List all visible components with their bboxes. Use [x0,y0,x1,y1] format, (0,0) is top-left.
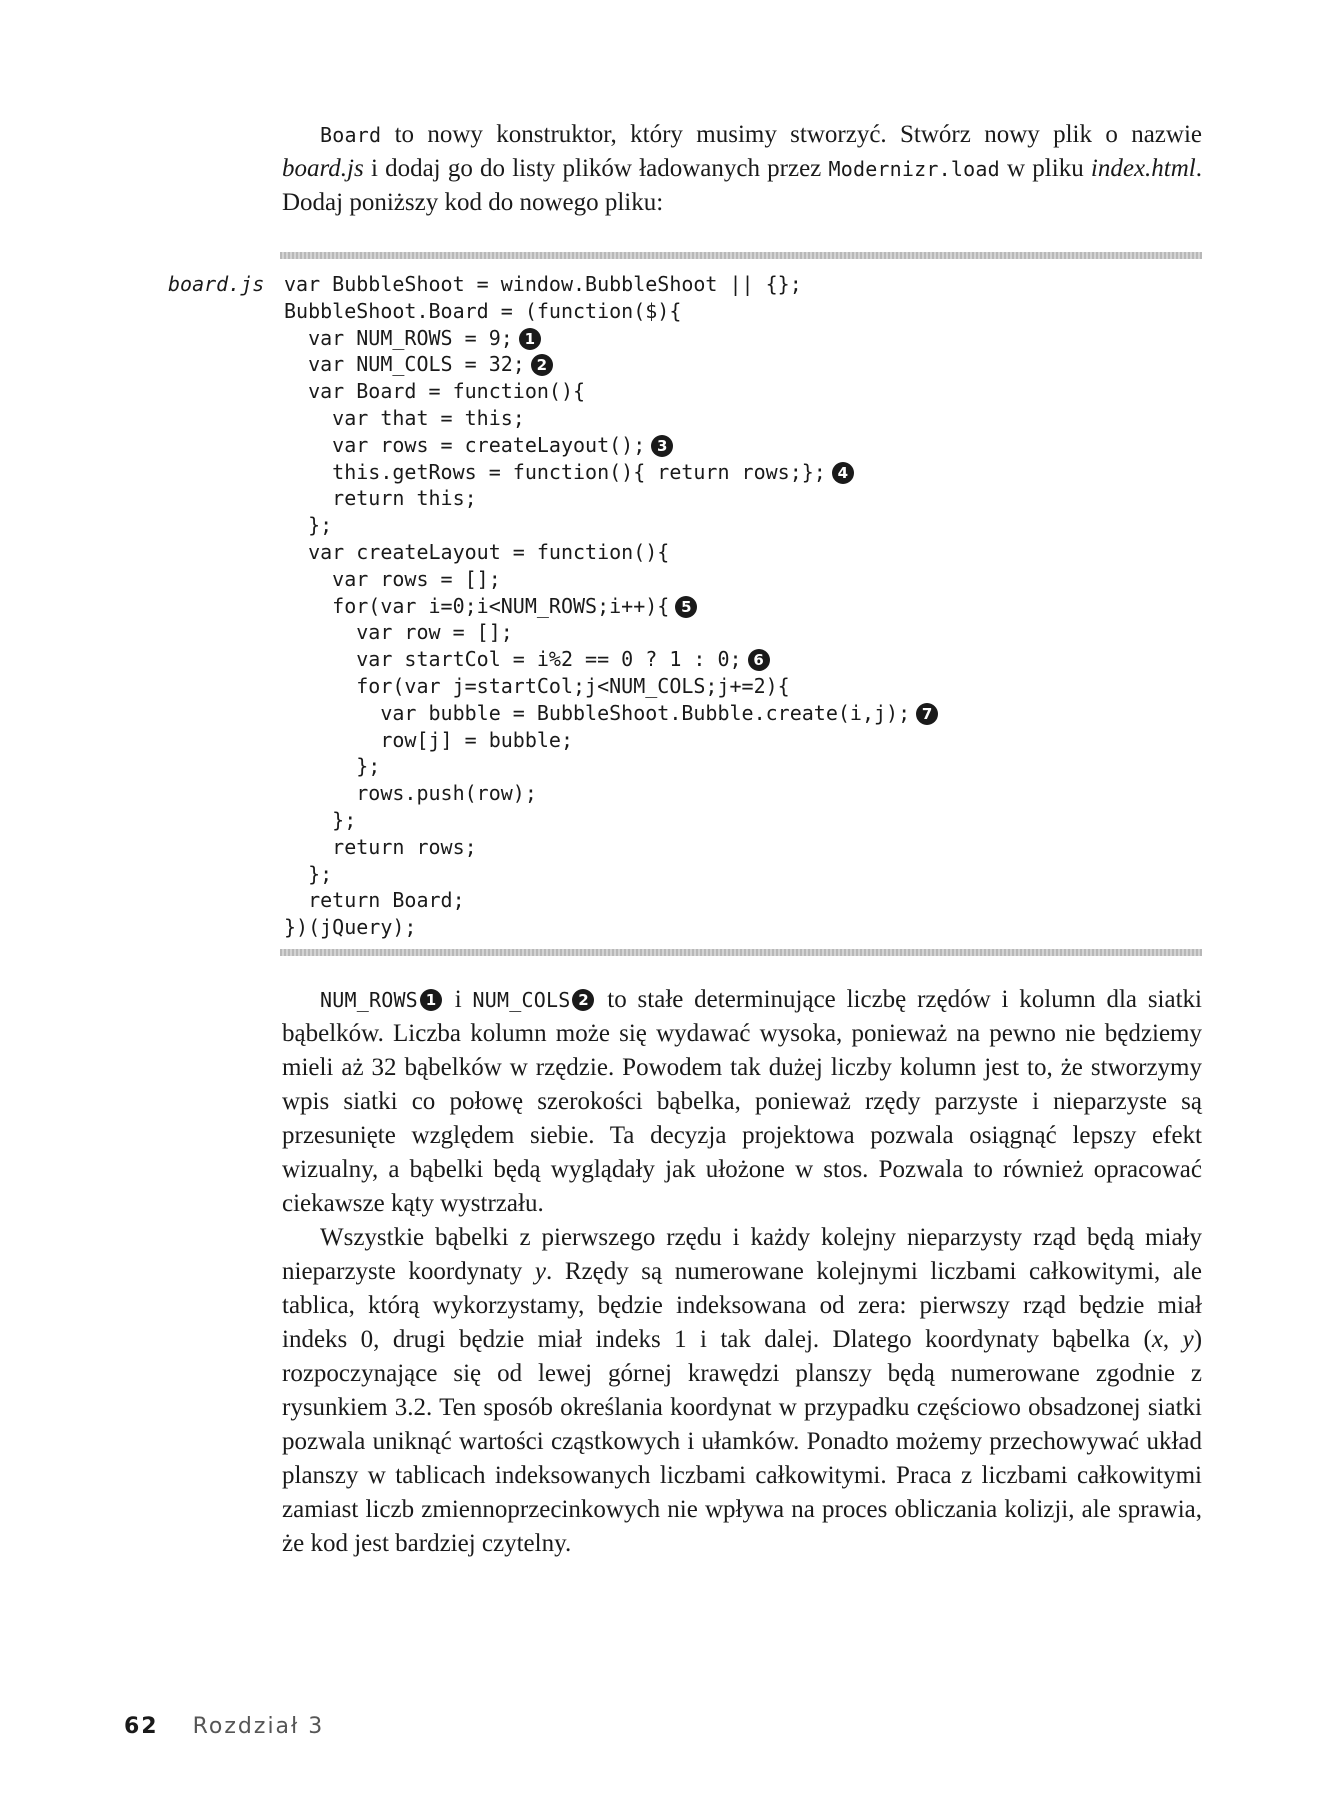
callout-5-icon: 5 [675,596,697,618]
code-line [284,539,1194,566]
code-text: BubbleShoot.Board = (function($){ [284,298,682,323]
intro-text-1: to nowy konstruktor, który musimy stworzyć. Stwórz nowy plik o nazwie [381,121,1202,148]
code-text: var row = []; [284,620,513,645]
code-text: var NUM_COLS = 32; [284,352,525,377]
num-cols-code: NUM_COLS [472,988,571,1012]
code-text: var rows = createLayout(); [284,432,646,457]
code-text: var Board = function(){ [284,379,586,404]
code-text: var startCol = i%2 == 0 ? 1 : 0; [284,647,742,672]
code-line [284,700,1194,727]
code-line [284,271,1194,298]
code-text: var that = this; [284,405,525,430]
body-p2-text-a: Wszystkie bąbelki z pierwszego rzędu i każdy kolejny nieparzysty rząd będą miały nieparzyste koordynaty [282,1224,1202,1285]
intro-text-4: . Dodaj poniższy kod do nowego pliku: [282,155,1202,216]
var-y: y [534,1258,546,1285]
chapter-name: Rozdział 3 [192,1714,325,1739]
conjunction: i [443,986,473,1013]
code-text: var rows = []; [284,566,501,591]
comma: , [1162,1326,1183,1353]
callout-3-icon: 3 [651,435,673,457]
body-p2-text-b: . Rzędy są numerowane kolejnymi liczbami całkowitymi, ale tablica, którą wykorzystamy, będzie indeksowana od zera: pierwszy rząd będzie miał indeks 0, drugi będzie miał indeks 1 i tak dalej. Dlatego koordynaty bąbelka ( [282,1258,1203,1353]
code-line [284,673,1194,700]
page-footer [124,1714,324,1739]
callout-2-icon: 2 [531,354,553,376]
file-index-html: index.html [1090,155,1196,182]
code-bottom-rule [280,949,1202,956]
code-line [284,351,1194,378]
code-text: }; [284,754,381,779]
page-number: 62 [124,1714,159,1739]
code-text: var bubble = BubbleShoot.Bubble.create(i,j); [284,700,911,725]
code-text: for(var i=0;i<NUM_ROWS;i++){ [284,593,670,618]
callout-2-icon: 2 [572,989,594,1011]
var-y-2: y [1182,1326,1194,1353]
code-text: rows.push(row); [284,781,537,806]
code-line [284,861,1194,888]
file-board-js: board.js [282,155,364,182]
callout-6-icon: 6 [748,649,770,671]
callout-1-icon: 1 [519,328,541,350]
code-line [284,780,1194,807]
body-p1-text: to stałe determinujące liczbę rzędów i kolumn dla siatki bąbelków. Liczba kolumn może się wydawać wysoka, ponieważ na pewno nie będziemy mieli aż 32 bąbelków w rzędzie. Powodem tak dużej liczby kolumn jest to, że stworzymy wpis siatki co połowę szerokości bąbelka, ponieważ rzędy parzyste i nieparzyste są przesunięte względem siebie. Ta decyzja projektowa pozwala osiągnąć lepszy efekt wizualny, a bąbelki będą wyglądały jak ułożone w stos. Pozwala to również opracować ciekawsze kąty wystrzału. [282,986,1202,1217]
code-line [284,887,1194,914]
code-text: row[j] = bubble; [284,727,573,752]
code-text: return this; [284,486,477,511]
code-line [284,432,1194,459]
code-text: }; [284,861,333,886]
code-line [284,298,1194,325]
intro-text-2: i dodaj go do listy plików ładowanych przez [363,155,829,182]
code-text: }; [284,807,357,832]
code-line [284,753,1194,780]
body-text [282,983,1202,1561]
code-text: var BubbleShoot = window.BubbleShoot || {}; [284,272,802,296]
code-text: var NUM_ROWS = 9; [284,325,513,350]
board-code: Board [320,123,382,147]
body-paragraph-1 [282,983,1202,1221]
callout-4-icon: 4 [832,462,854,484]
code-line [284,646,1194,673]
code-text: var createLayout = function(){ [284,539,670,564]
code-line [284,485,1194,512]
code-line [284,512,1194,539]
callout-1-icon: 1 [420,989,442,1011]
code-text: })(jQuery); [284,915,417,940]
code-text: return rows; [284,834,477,859]
body-p2-text-c: ) rozpoczynające się od lewej górnej krawędzi planszy będą numerowane zgodnie z rysunkiem 3.2. Ten sposób określania koordynat w przypadku częściowo obsadzonej siatki pozwala uniknąć wartości cząstkowych i ułamków. Ponadto możemy przechowywać układ planszy w tablicach indeksowanych liczbami całkowitymi. Praca z liczbami całkowitymi zamiast liczb zmiennoprzecinkowych nie wpływa na proces obliczania kolizji, ale sprawia, że kod jest bardziej czytelny. [282,1326,1203,1557]
code-line [284,459,1194,486]
code-line [284,807,1194,834]
code-line [284,405,1194,432]
num-rows-code: NUM_ROWS [320,988,418,1012]
intro-paragraph [282,118,1202,220]
code-listing [284,271,1194,941]
code-line [284,325,1194,352]
callout-7-icon: 7 [916,703,938,725]
code-file-label: board.js [168,272,265,296]
modernizr-load-code: Modernizr.load [828,157,1000,181]
code-line [284,593,1194,620]
var-x: x [1151,1326,1163,1353]
code-text: for(var j=startCol;j<NUM_COLS;j+=2){ [284,673,790,698]
code-line [284,834,1194,861]
code-top-rule [280,252,1202,259]
body-paragraph-2 [282,1221,1202,1561]
code-line [284,378,1194,405]
code-line [284,566,1194,593]
code-text: }; [284,513,333,538]
code-line [284,619,1194,646]
intro-text-3: w pliku [999,155,1091,182]
code-line [284,727,1194,754]
code-text: this.getRows = function(){ return rows;}; [284,459,826,484]
code-line [284,914,1194,941]
code-text: return Board; [284,888,465,913]
